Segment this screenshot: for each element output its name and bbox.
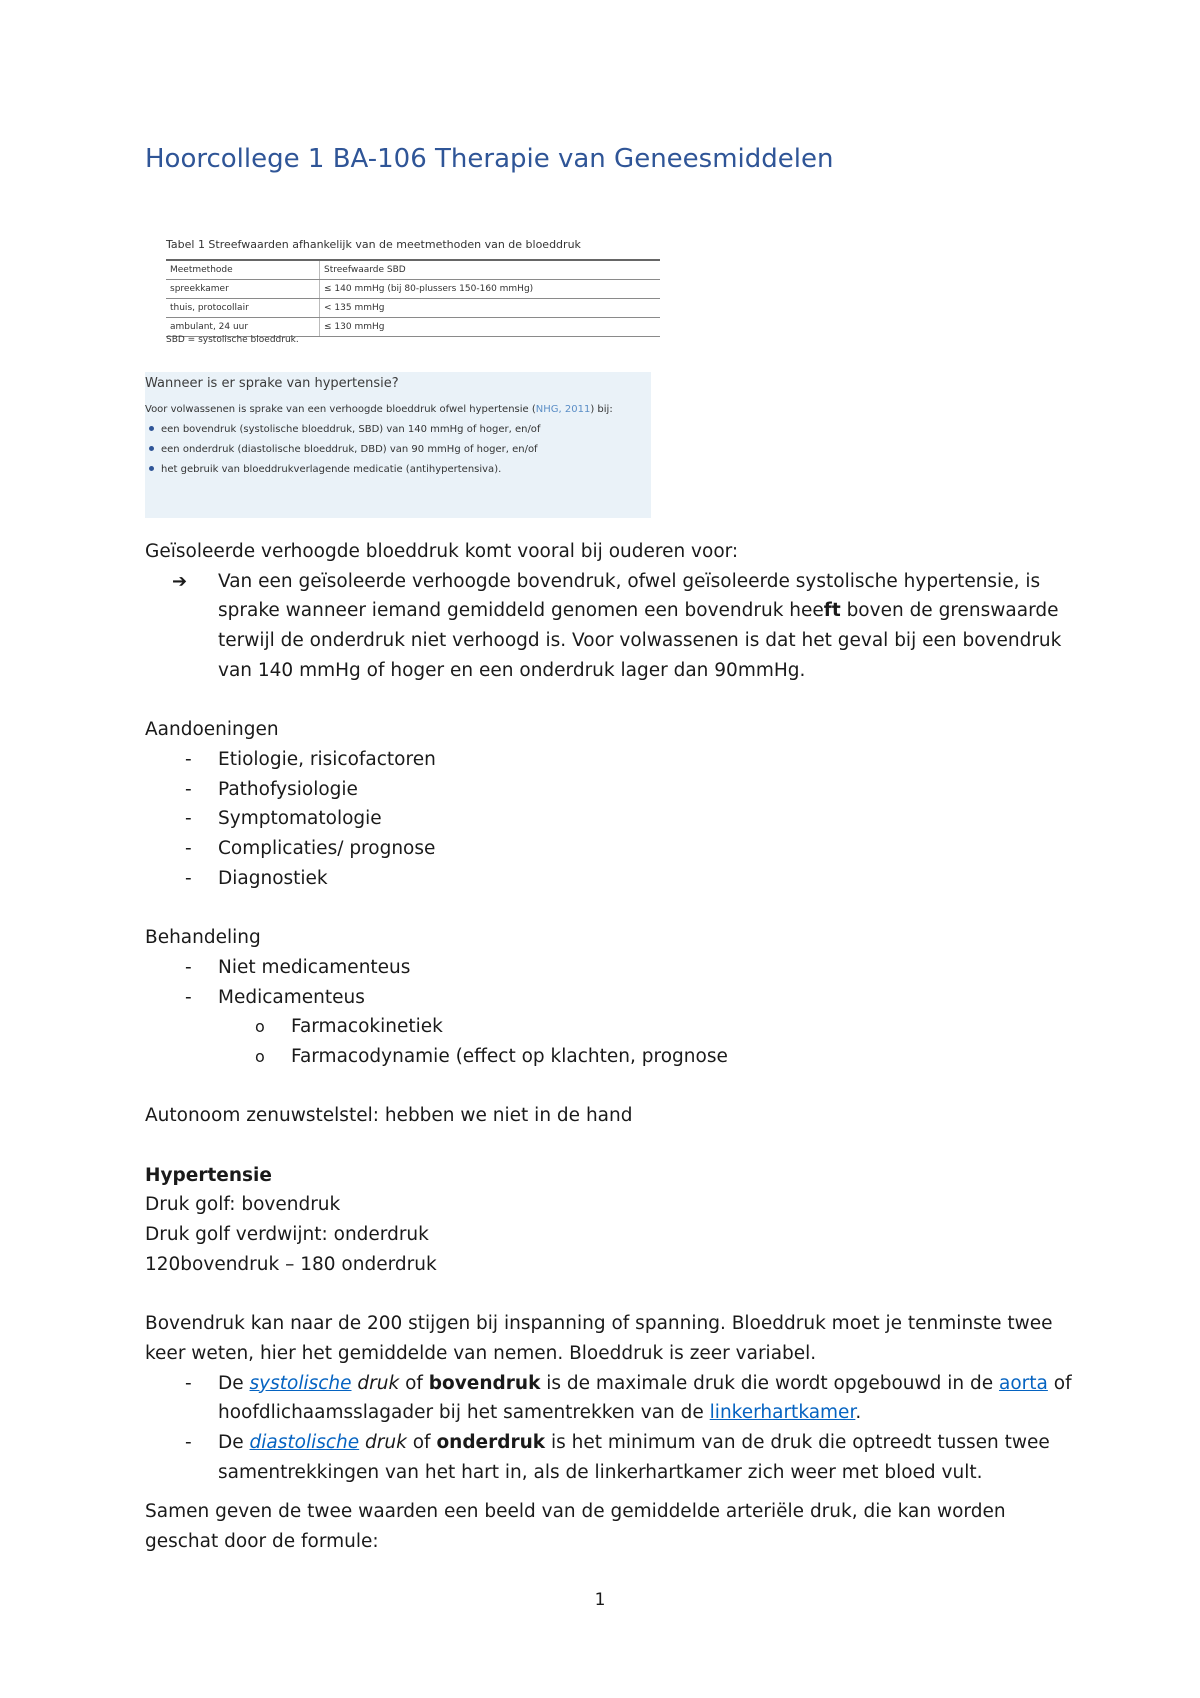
document-body (145, 537, 1075, 1557)
text-run: of (406, 1432, 437, 1454)
table-cell: ≤ 140 mmHg (bij 80-plussers 150-160 mmHg) (320, 280, 661, 299)
list-item-text: Complicaties/ prognose (218, 838, 436, 860)
figure-lead-text (145, 404, 613, 415)
bullet-icon (149, 426, 154, 431)
list-item (145, 864, 1075, 894)
table-header-cell: Streefwaarde SBD (320, 260, 661, 280)
list-item (145, 1369, 1075, 1428)
arrow-paragraph-text-end: boven de grenswaarde terwijl de onderdruk niet verhoogd is. Voor volwassenen is dat het geval bij een bovendruk van 140 mmHg of hoger en een onderdruk lager dan 90mmHg. (218, 600, 1062, 681)
sub-list-item-text: Farmacodynamie (effect op klachten, prognose (291, 1045, 728, 1067)
text-run: De (218, 1372, 250, 1394)
document-title: Hoorcollege 1 BA-106 Therapie van Geneesmiddelen (145, 144, 834, 174)
list-item (145, 1428, 1075, 1487)
text-run: De (218, 1432, 250, 1454)
figure-question-heading: Wanneer is er sprake van hypertensie? (145, 376, 399, 391)
hypertension-definition-figure (145, 372, 651, 518)
bold-text: onderdruk (436, 1432, 546, 1454)
list-item-text: Pathofysiologie (218, 778, 358, 800)
hypertension-line: Druk golf: bovendruk (145, 1194, 341, 1216)
link-linkerhartkamer[interactable]: linkerhartkamer (709, 1402, 856, 1424)
dash-marker: - (185, 956, 192, 978)
bullet-text: een onderdruk (diastolische bloeddruk, DBD) van 90 mmHg of hoger, en/of (161, 444, 538, 455)
reference-link[interactable]: NHG, 2011 (535, 404, 591, 415)
link-systolische[interactable]: systolische (249, 1372, 352, 1394)
figure-bullet-list (145, 424, 540, 484)
circle-bullet-icon: o (255, 1046, 265, 1066)
arrow-right-icon: ➔ (172, 570, 188, 592)
isolated-hypertension-intro: Geïsoleerde verhoogde bloeddruk komt vooral bij ouderen voor: (145, 541, 739, 562)
page-number: 1 (594, 1590, 606, 1610)
list-item (145, 983, 1075, 1013)
table-cell: ambulant, 24 uur (166, 318, 320, 337)
list-item-text: Diagnostiek (218, 867, 328, 889)
section-heading-behandeling: Behandeling (145, 927, 261, 949)
list-item (145, 745, 1075, 775)
table-row (166, 299, 660, 318)
table-row (166, 280, 660, 299)
list-item-text: Symptomatologie (218, 808, 382, 830)
table-footnote: SBD = systolische bloeddruk. (166, 335, 299, 345)
list-item (145, 775, 1075, 805)
bullet-icon (149, 466, 154, 471)
table-cell: thuis, protocollair (166, 299, 320, 318)
section-heading-aandoeningen: Aandoeningen (145, 719, 279, 741)
list-item (145, 444, 540, 455)
table-header-cell: Meetmethode (166, 260, 320, 280)
list-item-text: Medicamenteus (218, 986, 365, 1008)
closing-paragraph: Samen geven de twee waarden een beeld van de gemiddelde arteriële druk, die kan worden geschat door de formule: (145, 1501, 1006, 1553)
autonomic-nervous-system-note: Autonoom zenuwstelstel: hebben we niet in de hand (145, 1105, 633, 1127)
dash-marker: - (185, 1432, 192, 1454)
link-diastolische[interactable]: diastolische (249, 1432, 360, 1454)
bullet-text: het gebruik van bloeddrukverlagende medicatie (antihypertensiva). (161, 464, 502, 475)
link-aorta[interactable]: aorta (999, 1372, 1048, 1394)
text-run: of hoofdlichaamsslagader bij het samentrekken van de (218, 1372, 1072, 1424)
italic-text: druk (357, 1372, 400, 1394)
table-cell: spreekkamer (166, 280, 320, 299)
arrow-paragraph-bold: ft (823, 600, 841, 622)
dash-marker: - (185, 748, 192, 770)
text-run: . (855, 1402, 862, 1424)
list-item-text: Etiologie, risicofactoren (218, 748, 436, 770)
dash-marker: - (185, 778, 192, 800)
sub-list-item (145, 1042, 1075, 1072)
arrow-paragraph (145, 567, 1075, 686)
sub-list-item-text: Farmacokinetiek (291, 1016, 443, 1038)
dash-marker: - (185, 838, 192, 860)
list-item (145, 464, 540, 475)
list-item-text: Niet medicamenteus (218, 956, 411, 978)
list-item (145, 953, 1075, 983)
bold-text: bovendruk (428, 1372, 541, 1394)
circle-bullet-icon: o (255, 1017, 265, 1037)
bullet-text: een bovendruk (systolische bloeddruk, SBD) van 140 mmHg of hoger, en/of (161, 424, 541, 435)
dash-marker: - (185, 808, 192, 830)
lead-text: Voor volwassenen is sprake van een verhoogde bloeddruk ofwel hypertensie ( (145, 404, 536, 415)
bloodpressure-target-table-figure (160, 232, 666, 348)
target-values-table (166, 259, 660, 337)
dash-marker: - (185, 1372, 192, 1394)
text-run: is het minimum van de druk die optreedt tussen twee samentrekkingen van het hart in, als de linkerhartkamer zich weer met bloed vult. (218, 1432, 1050, 1483)
section-heading-hypertensie: Hypertensie (145, 1164, 272, 1186)
hypertension-line: Druk golf verdwijnt: onderdruk (145, 1224, 429, 1246)
bloodpressure-paragraph: Bovendruk kan naar de 200 stijgen bij inspanning of spanning. Bloeddruk moet je tenminste twee keer weten, hier het gemiddelde van nemen. Bloeddruk is zeer variabel. (145, 1313, 1053, 1364)
table-caption: Tabel 1 Streefwaarden afhankelijk van de meetmethoden van de bloeddruk (166, 238, 581, 251)
arrow-paragraph-text: Van een geïsoleerde verhoogde bovendruk, ofwel geïsoleerde systolische hypertensie, is sprake wanneer iemand gemiddeld genomen een bovendruk hee (218, 570, 1041, 622)
hypertension-line: 120bovendruk – 180 onderdruk (145, 1253, 437, 1275)
list-item (145, 804, 1075, 834)
dash-marker: - (185, 986, 192, 1008)
bullet-icon (149, 446, 154, 451)
table-cell: < 135 mmHg (320, 299, 661, 318)
text-run: is de maximale druk die wordt opgebouwd in de (540, 1372, 1000, 1394)
lead-text-end: ) bij: (590, 404, 613, 415)
table-header-row (166, 260, 660, 280)
list-item (145, 424, 540, 435)
italic-text: druk (365, 1432, 407, 1454)
dash-marker: - (185, 867, 192, 889)
text-run: of (399, 1372, 429, 1394)
list-item (145, 834, 1075, 864)
table-cell: ≤ 130 mmHg (320, 318, 661, 337)
table-row (166, 318, 660, 337)
sub-list-item (145, 1012, 1075, 1042)
